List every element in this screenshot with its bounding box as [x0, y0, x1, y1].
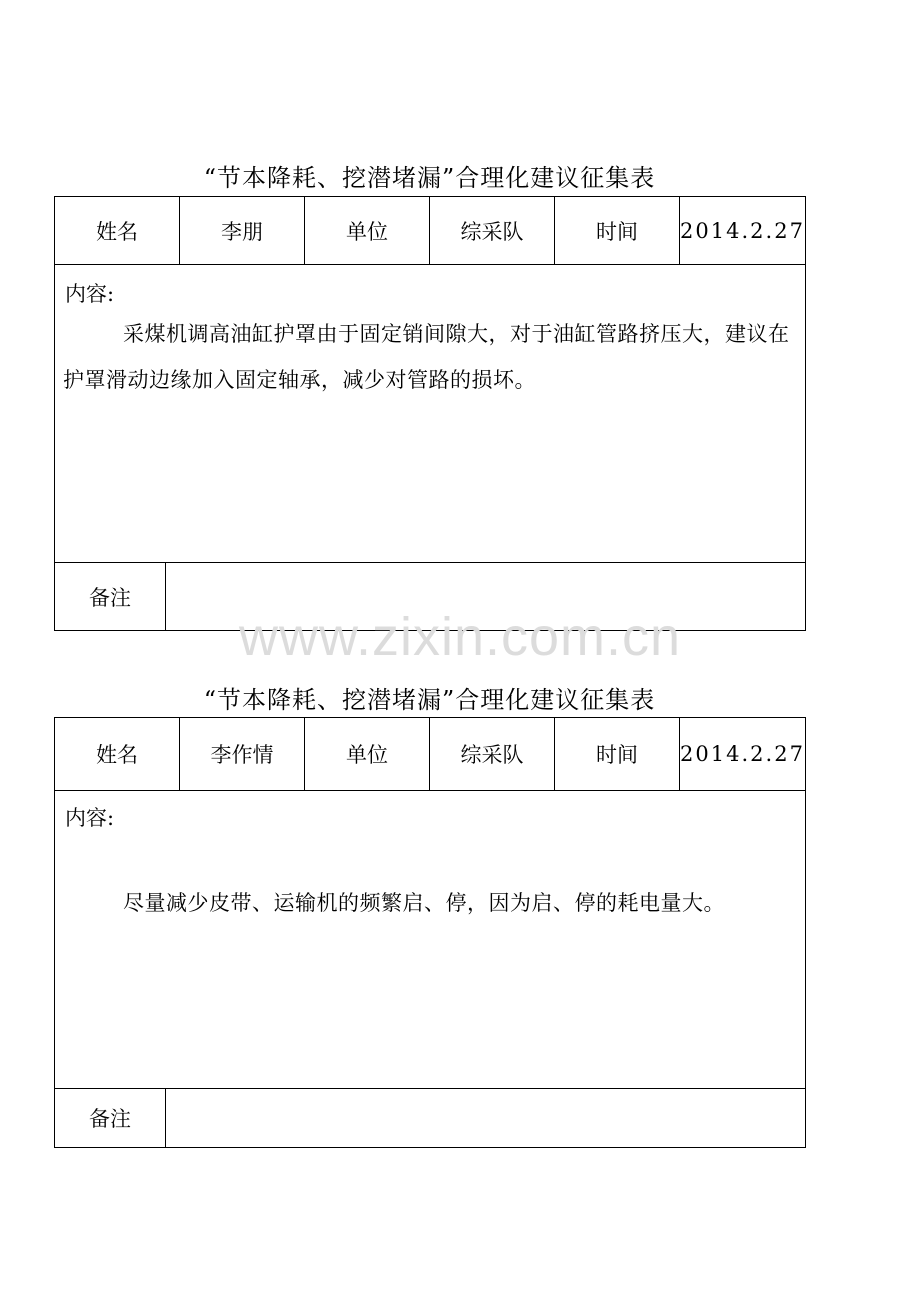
content-label: 内容:: [65, 282, 115, 306]
unit-value: 综采队: [430, 197, 555, 265]
time-value: 2014.2.27: [680, 718, 806, 791]
name-label: 姓名: [55, 718, 180, 791]
suggestion-table: [54, 717, 806, 1148]
name-value: 李朋: [180, 197, 305, 265]
remark-value: [166, 1089, 806, 1148]
time-label: 时间: [555, 197, 680, 265]
name-label: 姓名: [55, 197, 180, 265]
content-text: 采煤机调高油缸护罩由于固定销间隙大，对于油缸管路挤压大，建议在护罩滑动边缘加入固定轴承，减少对管路的损坏。: [63, 322, 790, 392]
time-value: 2014.2.27: [680, 197, 806, 265]
remark-value: [166, 563, 806, 631]
content-cell: [55, 791, 806, 1089]
suggestion-table: [54, 196, 806, 631]
remark-label: 备注: [55, 563, 166, 631]
content-text: 尽量减少皮带、运输机的频繁启、停，因为启、停的耗电量大。: [123, 891, 725, 915]
unit-value: 综采队: [430, 718, 555, 791]
form-title: “节本降耗、挖潜堵漏”合理化建议征集表: [203, 164, 656, 192]
time-label: 时间: [555, 718, 680, 791]
content-cell: [55, 265, 806, 563]
content-label: 内容:: [65, 806, 115, 830]
name-value: 李作情: [180, 718, 305, 791]
unit-label: 单位: [305, 197, 430, 265]
form-title: “节本降耗、挖潜堵漏”合理化建议征集表: [203, 686, 656, 714]
remark-label: 备注: [55, 1089, 166, 1148]
watermark: www.zixin.com.cn: [238, 607, 682, 667]
unit-label: 单位: [305, 718, 430, 791]
